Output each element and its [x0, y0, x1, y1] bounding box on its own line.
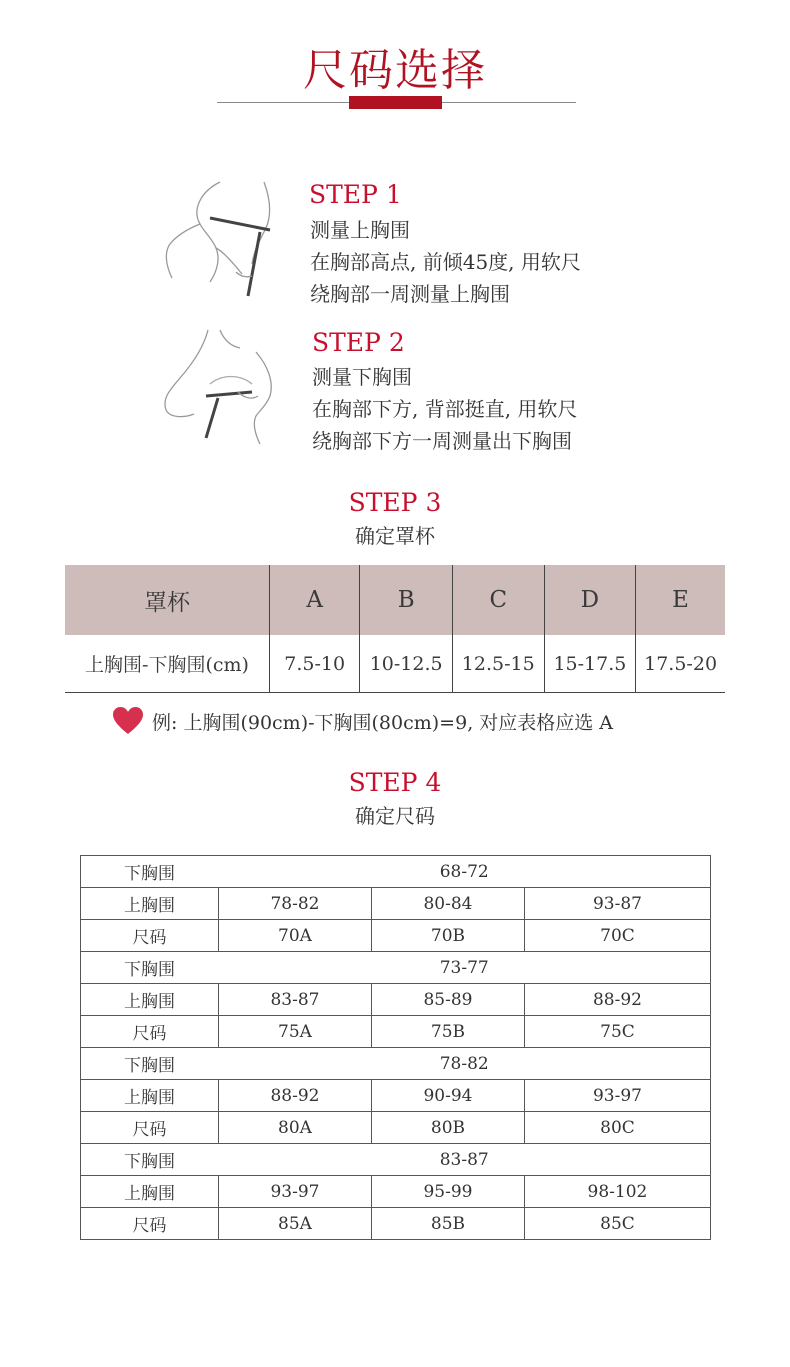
over-bust-label: 上胸围	[81, 888, 219, 920]
cup-row-label: 上胸围-下胸围(cm)	[65, 635, 270, 693]
size-value: 80A	[219, 1112, 372, 1144]
size-row	[81, 1208, 711, 1240]
over-bust-range: 95-99	[371, 1176, 524, 1208]
size-label: 尺码	[81, 1112, 219, 1144]
over-bust-range: 80-84	[371, 888, 524, 920]
under-bust-range: 73-77	[219, 952, 711, 984]
size-over-row	[81, 984, 711, 1016]
step1-line-3: 绕胸部一周测量上胸围	[310, 282, 510, 306]
cup-header-d: D	[544, 565, 636, 635]
over-bust-label: 上胸围	[81, 984, 219, 1016]
cup-header-a: A	[270, 565, 360, 635]
size-value: 85B	[371, 1208, 524, 1240]
cup-value-d: 15-17.5	[544, 635, 636, 693]
under-bust-label: 下胸围	[81, 952, 219, 984]
size-value: 70B	[371, 920, 524, 952]
size-label: 尺码	[81, 1016, 219, 1048]
size-under-row	[81, 952, 711, 984]
size-label: 尺码	[81, 1208, 219, 1240]
step2-line-1: 测量下胸围	[312, 365, 412, 389]
under-bust-label: 下胸围	[81, 1144, 219, 1176]
under-bust-range: 83-87	[219, 1144, 711, 1176]
over-bust-range: 88-92	[219, 1080, 372, 1112]
over-bust-range: 88-92	[524, 984, 710, 1016]
cup-header-c: C	[452, 565, 544, 635]
size-under-row	[81, 1048, 711, 1080]
over-bust-range: 85-89	[371, 984, 524, 1016]
cup-table-header-row	[65, 565, 725, 635]
step4-label: STEP 4	[348, 768, 442, 797]
over-bust-range: 83-87	[219, 984, 372, 1016]
example-note	[112, 706, 613, 736]
measure-upper-bust-illustration	[160, 178, 280, 298]
title-accent-bar	[349, 96, 442, 109]
over-bust-range: 90-94	[371, 1080, 524, 1112]
over-bust-range: 98-102	[524, 1176, 710, 1208]
under-bust-label: 下胸围	[81, 1048, 219, 1080]
page-title: 尺码选择	[303, 45, 487, 96]
cup-header-e: E	[636, 565, 725, 635]
size-value: 85C	[524, 1208, 710, 1240]
step3-subtitle: 确定罩杯	[355, 524, 435, 548]
size-value: 85A	[219, 1208, 372, 1240]
step1-line-1: 测量上胸围	[310, 218, 410, 242]
size-value: 80C	[524, 1112, 710, 1144]
measure-under-bust-illustration	[160, 326, 280, 446]
step2-label: STEP 2	[312, 328, 405, 357]
step2-line-2: 在胸部下方, 背部挺直, 用软尺	[312, 397, 578, 421]
size-under-row	[81, 856, 711, 888]
over-bust-range: 93-97	[524, 1080, 710, 1112]
cup-value-b: 10-12.5	[360, 635, 453, 693]
size-table	[80, 855, 711, 1240]
size-row	[81, 1112, 711, 1144]
size-value: 75A	[219, 1016, 372, 1048]
heart-icon	[112, 706, 144, 736]
size-row	[81, 1016, 711, 1048]
cup-value-c: 12.5-15	[452, 635, 544, 693]
cup-header-b: B	[360, 565, 453, 635]
step3-label: STEP 3	[348, 488, 442, 517]
step1-line-2: 在胸部高点, 前倾45度, 用软尺	[310, 250, 581, 274]
size-row	[81, 920, 711, 952]
over-bust-range: 93-87	[524, 888, 710, 920]
size-under-row	[81, 1144, 711, 1176]
size-value: 70A	[219, 920, 372, 952]
size-value: 75B	[371, 1016, 524, 1048]
size-value: 75C	[524, 1016, 710, 1048]
step2-line-3: 绕胸部下方一周测量出下胸围	[312, 429, 572, 453]
size-over-row	[81, 1080, 711, 1112]
cup-table-row	[65, 635, 725, 693]
under-bust-range: 68-72	[219, 856, 711, 888]
step1-label: STEP 1	[309, 180, 402, 209]
size-over-row	[81, 888, 711, 920]
cup-header-label: 罩杯	[65, 565, 270, 635]
over-bust-label: 上胸围	[81, 1176, 219, 1208]
over-bust-label: 上胸围	[81, 1080, 219, 1112]
example-text: 例: 上胸围(90cm)-下胸围(80cm)=9, 对应表格应选 A	[152, 711, 614, 734]
size-label: 尺码	[81, 920, 219, 952]
cup-table	[65, 565, 725, 693]
cup-value-a: 7.5-10	[270, 635, 360, 693]
under-bust-label: 下胸围	[81, 856, 219, 888]
over-bust-range: 93-97	[219, 1176, 372, 1208]
size-value: 70C	[524, 920, 710, 952]
step4-subtitle: 确定尺码	[355, 804, 435, 828]
size-over-row	[81, 1176, 711, 1208]
step1-text	[310, 214, 581, 310]
cup-value-e: 17.5-20	[636, 635, 725, 693]
size-value: 80B	[371, 1112, 524, 1144]
over-bust-range: 78-82	[219, 888, 372, 920]
under-bust-range: 78-82	[219, 1048, 711, 1080]
step2-text	[312, 361, 577, 457]
